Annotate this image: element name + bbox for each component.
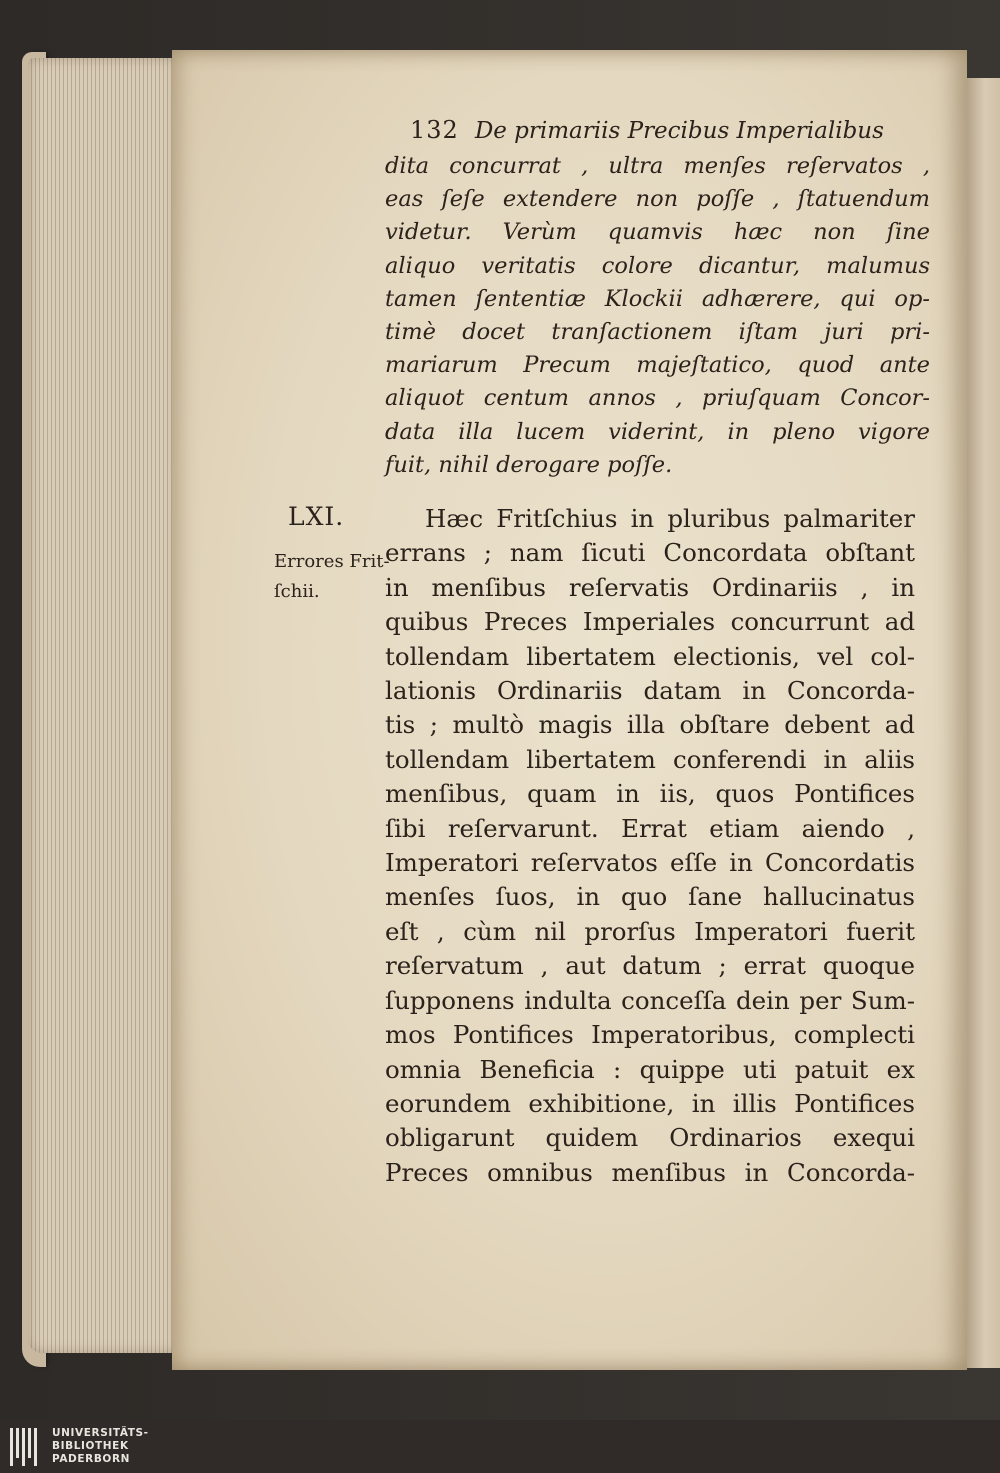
- body-line: quibus Preces Imperiales concurrunt ad: [385, 607, 915, 637]
- body-line: Hæc Fritſchius in pluribus palmariter: [425, 504, 915, 533]
- body-line: ſupponens indulta conceſſa dein per Sum-: [385, 985, 915, 1015]
- page-edges: [28, 58, 178, 1353]
- margin-note: [274, 547, 390, 607]
- italic-line: videtur. Verùm quamvis hæc non ſine: [385, 219, 930, 246]
- body-line: mos Pontifices Imperatoribus, complecti: [385, 1020, 915, 1050]
- italic-line: tamen ſententiæ Klockii adhærere, qui op-: [385, 285, 930, 312]
- body-line: Preces omnibus menſibus in Concorda-: [385, 1157, 915, 1187]
- margin-note-line: ſchii.: [274, 581, 320, 602]
- body-line: lationis Ordinariis datam in Concorda-: [385, 676, 915, 706]
- italic-line: aliquot centum annos , priuſquam Concor-: [385, 385, 930, 412]
- logo-text-line: UNIVERSITÄTS-: [52, 1427, 149, 1439]
- italic-line: mariarum Precum majeſtatico, quod ante: [385, 352, 930, 379]
- body-line: errans ; nam ſicuti Concordata obſtant: [385, 538, 915, 568]
- logo-text-line: PADERBORN: [52, 1453, 131, 1465]
- body-line: in menſibus reſervatis Ordinariis , in: [385, 572, 915, 602]
- italic-line: aliquo veritatis colore dicantur, malumus: [385, 252, 930, 279]
- running-head: De primariis Precibus Imperialibus: [474, 118, 884, 144]
- body-line: menſibus, quam in iis, quos Pontifices: [385, 779, 915, 809]
- body-line: ſibi reſervarunt. Errat etiam aiendo ,: [385, 813, 915, 843]
- body-line: tollendam libertatem conferendi in aliis: [385, 744, 915, 774]
- italic-line: data illa lucem viderint, in pleno vigore: [385, 418, 930, 445]
- body-line: omnia Beneficia : quippe uti patuit ex: [385, 1054, 915, 1084]
- body-line: reſervatum , aut datum ; errat quoque: [385, 951, 915, 981]
- italic-line: fuit, nihil derogare poſſe.: [385, 451, 673, 478]
- section-number: LXI.: [288, 502, 345, 531]
- body-line: tis ; multò magis illa obſtare debent ad: [385, 710, 915, 740]
- body-line: menſes ſuos, in quo ſane hallucinatus: [385, 882, 915, 912]
- library-logo-icon: [8, 1426, 38, 1468]
- body-line: eſt , cùm nil prorſus Imperatori fuerit: [385, 916, 915, 946]
- body-line: Imperatori reſervatos eſſe in Concordatis: [385, 848, 915, 878]
- body-line: tollendam libertatem electionis, vel col-: [385, 641, 915, 671]
- library-logo-text: [52, 1427, 149, 1466]
- body-line: obligarunt quidem Ordinarios exequi: [385, 1123, 915, 1153]
- italic-line: timè docet tranſactionem iſtam juri pri-: [385, 319, 930, 346]
- logo-text-line: BIBLIOTHEK: [52, 1440, 129, 1452]
- body-line: eorundem exhibitione, in illis Pontifices: [385, 1088, 915, 1118]
- page-number: 132: [410, 116, 459, 144]
- italic-line: eas ſeſe extendere non poſſe , ſtatuendum: [385, 186, 930, 213]
- library-footer: [0, 1420, 1000, 1473]
- page-header: [410, 116, 930, 144]
- italic-line: dita concurrat , ultra menſes reſervatos ,: [385, 153, 930, 179]
- facing-page-edge: [962, 78, 1000, 1368]
- margin-note-line: Errores Frit-: [274, 551, 390, 572]
- italic-quotation: [385, 150, 930, 482]
- body-text: [385, 502, 915, 1190]
